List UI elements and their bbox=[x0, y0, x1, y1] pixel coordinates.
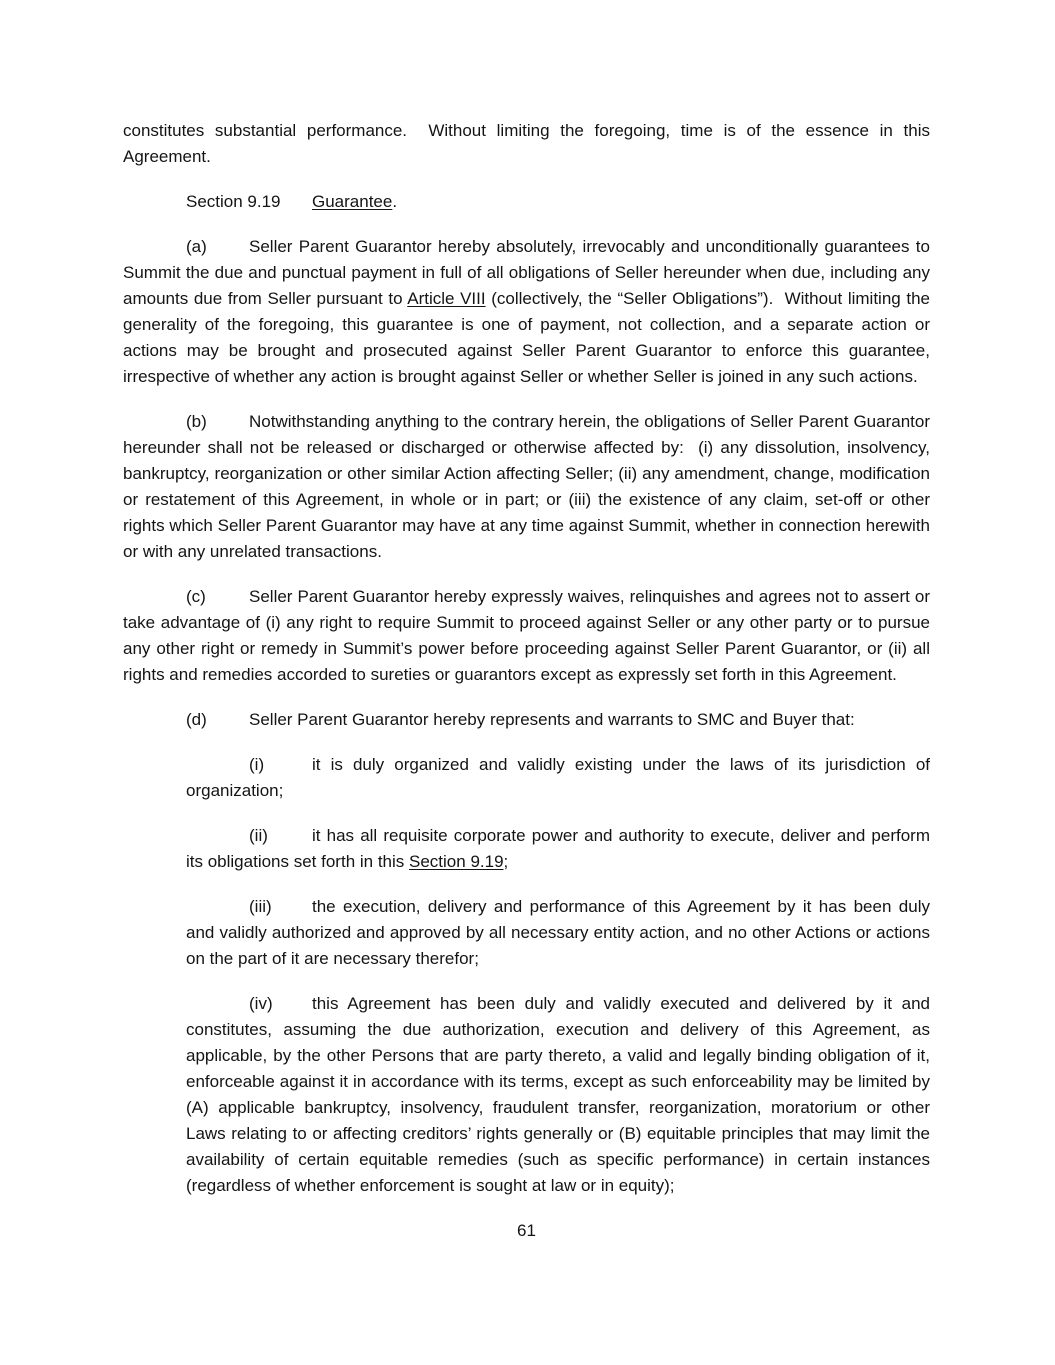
text-run: Seller Parent Guarantor hereby absolutely, irrevocably and unconditionally guarantees to Summit the due and punctual payment in full of all obligations of Seller hereunder when due, including any amounts due from Seller pursuant to bbox=[123, 237, 930, 308]
para-d-i bbox=[186, 752, 930, 804]
para-d-iv bbox=[186, 991, 930, 1199]
para-a bbox=[123, 234, 930, 390]
paragraph-label: (i) bbox=[249, 755, 265, 774]
underlined-reference: Section 9.19 bbox=[409, 852, 504, 871]
para-intro bbox=[123, 118, 930, 170]
section-heading-9-19 bbox=[123, 189, 930, 215]
paragraph-label: (a) bbox=[186, 237, 207, 256]
paragraph-label: Section 9.19 bbox=[186, 192, 281, 211]
underlined-reference: Article VIII bbox=[407, 289, 486, 308]
text-run: it has all requisite corporate power and authority to execute, deliver and perform its obligations set forth in this bbox=[186, 826, 930, 871]
document-body bbox=[123, 118, 930, 1199]
text-run: it is duly organized and validly existing under the laws of its jurisdiction of organization; bbox=[186, 755, 930, 800]
page-number: 61 bbox=[517, 1221, 536, 1240]
paragraph-label: (b) bbox=[186, 412, 207, 431]
text-run: Seller Parent Guarantor hereby represents and warrants to SMC and Buyer that: bbox=[249, 710, 855, 729]
para-d bbox=[123, 707, 930, 733]
text-run: this Agreement has been duly and validly executed and delivered by it and constitutes, assuming the due authorization, execution and delivery of this Agreement, as applicable, by the other Persons that are party thereto, a valid and legally binding obligation of it, enforceable against it in accordance with its terms, except as such enforceability may be limited by (A) applicable bankruptcy, insolvency, fraudulent transfer, reorganization, moratorium or other Laws relating to or affecting creditors’ rights generally or (B) equitable principles that may limit the availability of certain equitable remedies (such as specific performance) in certain instances (regardless of whether enforcement is sought at law or in equity); bbox=[186, 994, 930, 1195]
text-run: (collectively, the “Seller Obligations”). Without limiting the generality of the foregoing, this guarantee is one of payment, not collection, and a separate action or actions may be brought and prosecuted against Seller Parent Guarantor to enforce this guarantee, irrespective of whether any action is brought against Seller or whether Seller is joined in any such actions. bbox=[123, 289, 931, 386]
text-run: constitutes substantial performance. Without limiting the foregoing, time is of the essence in this Agreement. bbox=[123, 121, 930, 166]
text-run: . bbox=[392, 192, 398, 211]
text-run: ; bbox=[503, 852, 509, 871]
para-c bbox=[123, 584, 930, 688]
text-run: Notwithstanding anything to the contrary herein, the obligations of Seller Parent Guarantor hereunder shall not be released or discharged or otherwise affected by: (i) any dissolution, insolvency, bankruptcy, reorganization or other similar Action affecting Seller; (ii) any amendment, change, modification or restatement of this Agreement, in whole or in part; or (iii) the existence of any claim, set-off or other rights which Seller Parent Guarantor may have at any time against Summit, whether in connection herewith or with any unrelated transactions. bbox=[123, 412, 930, 561]
underlined-reference: Guarantee bbox=[312, 192, 393, 211]
paragraph-label: (d) bbox=[186, 710, 207, 729]
para-b bbox=[123, 409, 930, 565]
text-run: Seller Parent Guarantor hereby expressly waives, relinquishes and agrees not to assert or take advantage of (i) any right to require Summit to proceed against Seller or any other party or to pursue any other right or remedy in Summit’s power before proceeding against Seller Parent Guarantor, or (ii) all rights and remedies accorded to sureties or guarantors except as expressly set forth in this Agreement. bbox=[123, 587, 930, 684]
para-d-iii bbox=[186, 894, 930, 972]
paragraph-label: (ii) bbox=[249, 826, 268, 845]
text-run: the execution, delivery and performance of this Agreement by it has been duly and validly authorized and approved by all necessary entity action, and no other Actions or actions on the part of it are necessary therefor; bbox=[186, 897, 930, 968]
paragraph-label: (c) bbox=[186, 587, 206, 606]
paragraph-label: (iv) bbox=[249, 994, 273, 1013]
paragraph-label: (iii) bbox=[249, 897, 272, 916]
para-d-ii bbox=[186, 823, 930, 875]
